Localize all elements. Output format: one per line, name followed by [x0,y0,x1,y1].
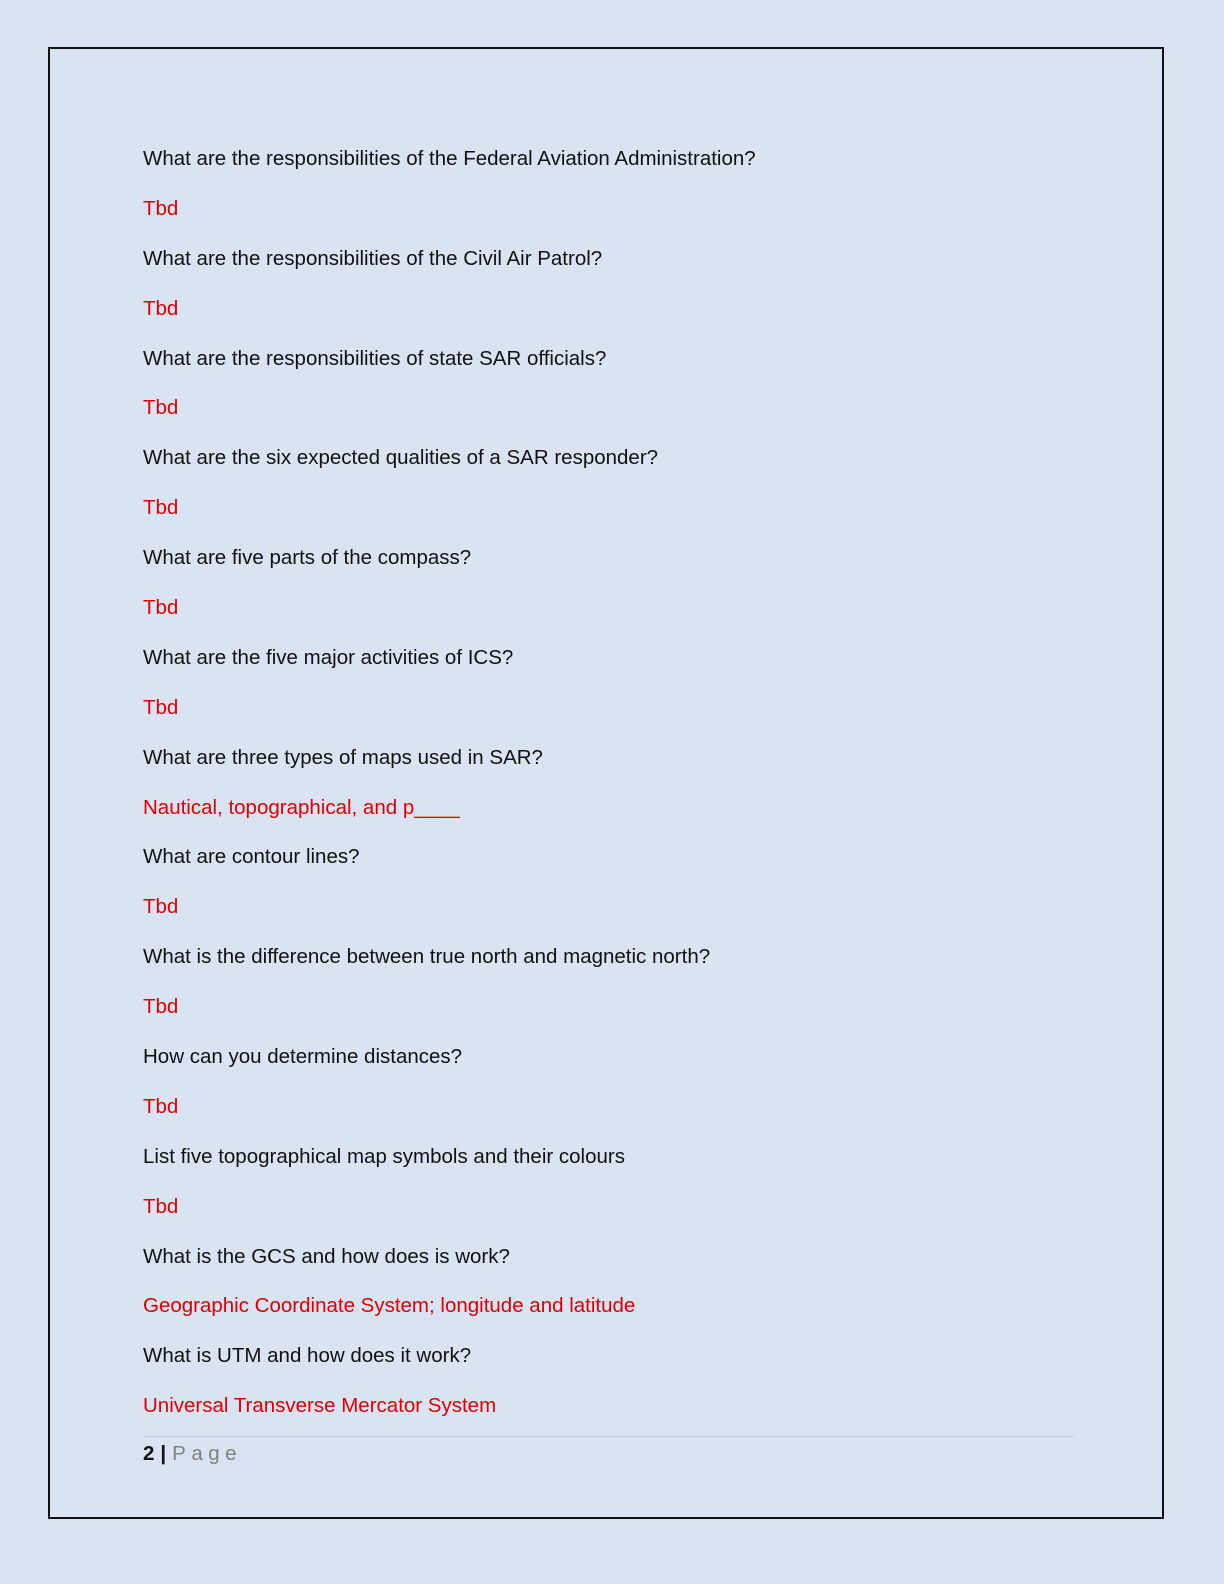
answer: Geographic Coordinate System; longitude and latitude [143,1294,636,1318]
qa-item [143,942,1083,1021]
answer: Tbd [143,396,179,420]
page-footer [143,1440,242,1468]
answer: Tbd [143,196,179,220]
question: What is UTM and how does it work? [143,1344,472,1368]
qa-item [143,1341,1083,1420]
question: List five topographical map symbols and their colours [143,1144,625,1168]
qa-item [143,543,1083,622]
qa-item [143,443,1083,522]
answer: Universal Transverse Mercator System [143,1394,497,1418]
qa-item [143,743,1083,822]
footer-separator: | [160,1442,167,1465]
qa-item [143,643,1083,722]
question: What are the six expected qualities of a SAR responder? [143,446,659,470]
question: What are the five major activities of ICS? [143,645,514,669]
question: What are the responsibilities of the Federal Aviation Administration? [143,147,756,170]
footer-divider [143,1436,1074,1437]
question: What is the GCS and how does is work? [143,1244,510,1268]
question: What are the responsibilities of state SAR officials? [143,346,607,370]
answer: Tbd [143,995,179,1019]
question: What are three types of maps used in SAR? [143,745,543,769]
qa-item [143,1042,1083,1121]
answer: Tbd [143,496,179,520]
answer: Tbd [143,1194,179,1218]
page-number: 2 [143,1442,155,1465]
answer: Tbd [143,596,179,620]
answer: Tbd [143,296,179,320]
answer: Tbd [143,695,179,719]
qa-item [143,144,1083,223]
qa-list [143,144,1083,1441]
question: What is the difference between true north and magnetic north? [143,945,711,969]
qa-item [143,1142,1083,1221]
question: What are contour lines? [143,845,360,869]
answer: Nautical, topographical, and p____ [143,795,460,819]
qa-item [143,244,1083,323]
qa-item [143,1242,1083,1321]
answer: Tbd [143,895,179,919]
page-label: Page [172,1442,243,1465]
qa-item [143,842,1083,921]
question: What are the responsibilities of the Civil Air Patrol? [143,246,603,270]
qa-item [143,344,1083,423]
answer: Tbd [143,1094,179,1118]
question: What are five parts of the compass? [143,546,472,570]
question: How can you determine distances? [143,1045,463,1069]
